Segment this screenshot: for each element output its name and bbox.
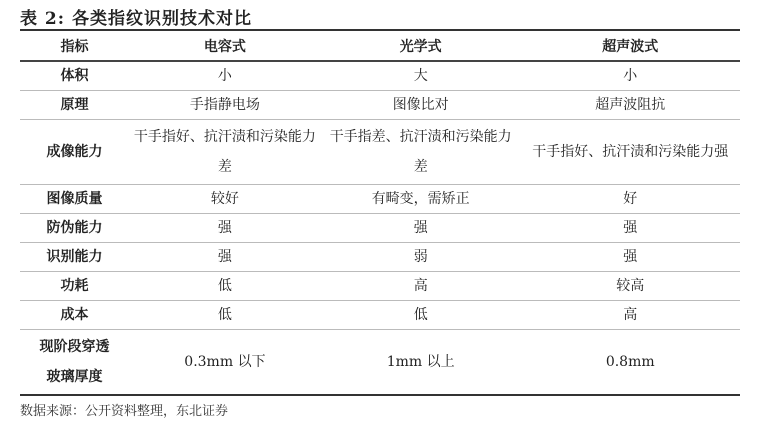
table-cell: 低 (129, 301, 321, 330)
table-cell: 1mm 以上 (386, 354, 455, 370)
table-cell: 超声波阻抗 (520, 91, 740, 120)
table-row (20, 120, 740, 185)
header-cell: 超声波式 (520, 30, 740, 61)
table-cell: 大 (321, 61, 521, 91)
source-note: 数据来源：公开资料整理，东北证券 (20, 404, 229, 419)
table-cell: 干手指好、抗汗渍和污染能力强 (520, 120, 740, 185)
table-cell: 高 (520, 301, 740, 330)
table-cell: 强 (129, 243, 321, 272)
table-row (20, 185, 740, 214)
row-label: 原理 (20, 91, 129, 120)
table-cell: 小 (520, 61, 740, 91)
table-cell: 小 (129, 61, 321, 91)
table-cell: 强 (321, 214, 521, 243)
table-cell: 强 (520, 243, 740, 272)
table-cell: 手指静电场 (129, 91, 321, 120)
table-cell: 高 (321, 272, 521, 301)
row-label: 成像能力 (20, 120, 129, 185)
row-label: 现阶段穿透玻璃厚度 (39, 339, 110, 385)
row-label: 成本 (20, 301, 129, 330)
table-cell: 好 (520, 185, 740, 214)
table-cell: 强 (129, 214, 321, 243)
table-row (20, 91, 740, 120)
table-cell: 0.8mm (605, 354, 655, 370)
table-row (20, 214, 740, 243)
table-cell: 0.3mm 以下 (184, 354, 266, 370)
header-cell: 指标 (20, 30, 129, 61)
table-cell: 弱 (321, 243, 521, 272)
table-cell: 强 (520, 214, 740, 243)
row-label: 图像质量 (20, 185, 129, 214)
table-row (20, 243, 740, 272)
table-cell: 低 (321, 301, 521, 330)
table-row (20, 272, 740, 301)
table-cell: 较高 (520, 272, 740, 301)
table-title: 表 2: 各类指纹识别技术对比 (20, 9, 252, 29)
table-cell: 干手指好、抗汗渍和污染能力差 (129, 120, 321, 185)
header-cell: 电容式 (129, 30, 321, 61)
row-label: 体积 (20, 61, 129, 91)
table-row (20, 61, 740, 91)
table-cell: 干手指差、抗汗渍和污染能力差 (321, 120, 521, 185)
table-row (20, 301, 740, 330)
header-cell: 光学式 (321, 30, 521, 61)
table-row (20, 330, 740, 396)
table-cell: 较好 (129, 185, 321, 214)
table-cell: 低 (129, 272, 321, 301)
row-label: 防伪能力 (20, 214, 129, 243)
row-label: 识别能力 (20, 243, 129, 272)
table-cell: 图像比对 (321, 91, 521, 120)
table-cell: 有畸变，需矫正 (321, 185, 521, 214)
table-header-row (20, 30, 740, 61)
row-label: 功耗 (20, 272, 129, 301)
comparison-table (20, 29, 740, 396)
